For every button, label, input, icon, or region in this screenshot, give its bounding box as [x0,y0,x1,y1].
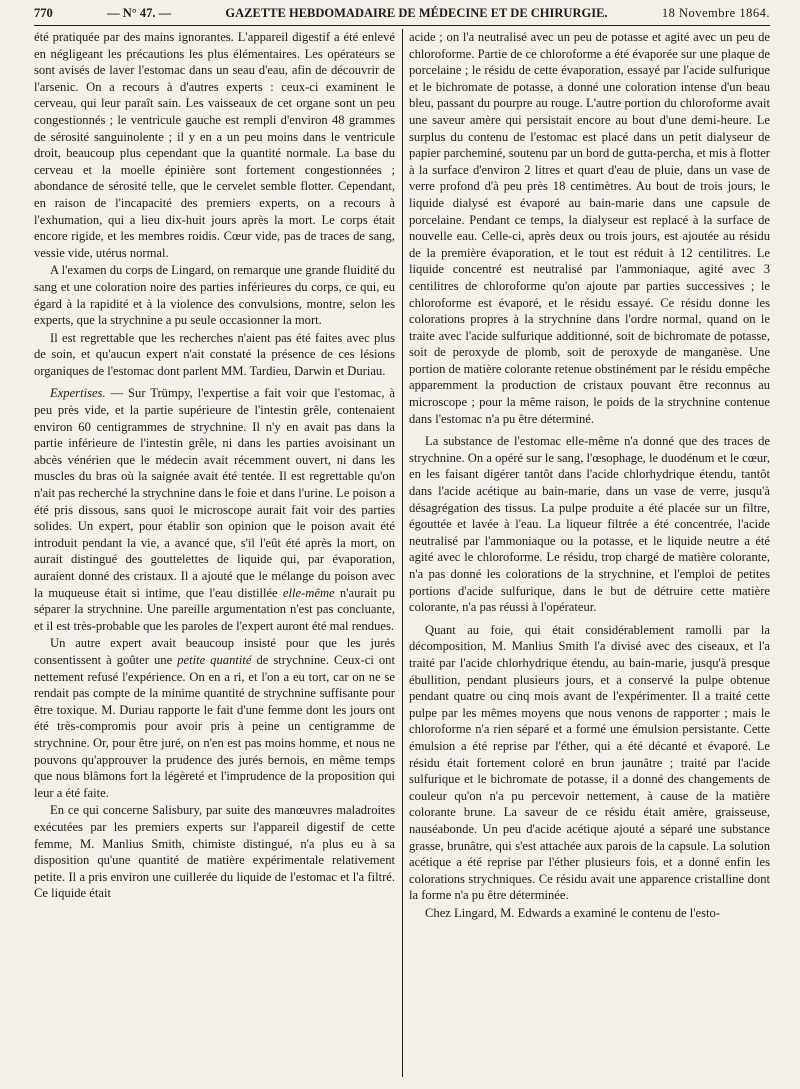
section-lead: Expertises. [50,386,106,401]
paragraph: Chez Lingard, M. Edwards a examiné le contenu de l'esto- [425,905,720,920]
text-columns [34,29,770,1089]
right-column [409,29,770,1089]
paragraph: Il est regrettable que les recherches n'aient pas été faites avec plus de soin, et qu'aucun expert n'ait constaté la présence de ces lésions organiques de l'estomac dont parlent MM. Tardieu, Darwin et Duriau. [34,330,395,378]
paragraph-text: — Sur Trümpy, l'expertise a fait voir que l'estomac, à peu près vide, et la partie supérieure de l'intestin grêle, contenaient environ 60 centigrammes de strychnine. Il n'y en avait pas dans la partie inférieure de l'intestin grêle, ni dans les parties avoisinant un abcès vénérien que le médecin avait récemment ouvert, ni dans les muscles du bras où la saignée avait été tentée. Il est regrettable qu'on n'ait pas recherché la strychnine dans le foie et dans l'urine. Le poison a été pris dissous, sans quoi le microscope aurait fait voir des parties solides. Un expert, pour établir son opinion que le poison avait été introduit pendant la vie, a avancé que, s'il l'eût été après la mort, on aurait distingué des gouttelettes de liquide qui, par évaporation, auraient donné des cristaux. Il a ajouté que le mélange du poison avec la muqueuse était si intime, que l'eau distillée [34,386,395,600]
paragraph: acide ; on l'a neutralisé avec un peu de potasse et agité avec un peu de chloroforme. Partie de ce chloroforme a été évaporée sur une plaque de porcelaine ; le résidu de cette évaporation, essayé par l'acide sulfurique et le bichromate de potasse, a donné une coloration intense d'un beau bleu, passant du pourpre au rouge. L'autre portion du chloroforme avait une saveur amère qui persistait encore au bout d'une demi-heure. Le surplus du contenu de l'estomac est placé dans un petit dialyseur de papier parcheminé, soutenu par un bord de gutta-percha, et mis à flotter à la surface d'environ 2 litres et quart d'eau de pluie, dans un vase de verre profond d'à peu près 18 centimètres. Au bout de trois jours, le liquide dialysé est évaporé au bain-marie dans une capsule de porcelaine. Pendant ce temps, la dialyseur est replacé à la surface de nouvelle eau. Celle-ci, après deux ou trois jours, est ajoutée au résidu de la première évaporation, et le tout est réduit à 12 centilitres. Le liquide concentré est neutralisé par l'ammoniaque, agité avec 3 centilitres de chloroforme qu'on ajoute par parties successives ; le chloroforme est évaporé, et le résidu essayé. Ce résidu donne les colorations propres à la strychnine dans l'ordre normal, quand on le traite avec l'acide sulfurique additionné, soit de bichromate de potasse, soit de peroxyde de plomb, soit de peroxyde de manganèse. Une portion de matière colorante retenue obstinément par le résidu empêche apparemment la production de cristaux pouvant être reconnus au microscope ; pour la même raison, le poids de la strychnine contenue dans l'estomac n'a pu être déterminé. [409,30,770,426]
paragraph: A l'examen du corps de Lingard, on remarque une grande fluidité du sang et une coloration noire des parties inférieures du corps, ce qui, eu égard à la rapidité et à la violence des convulsions, montre, selon les experts, que la strychnine a pu seule occasionner la mort. [34,263,395,328]
paragraph: Quant au foie, qui était considérablement ramolli par la décomposition, M. Manlius Smith l'a divisé avec des ciseaux, et l'a traité par l'acide chlorhydrique étendu, au bain-marie, jusqu'à presque ébullition, pendant plusieurs jours, et a conservé la pulpe obtenue pendant quatre ou cinq mois avant de l'expérimenter. Il a traité cette pulpe par les mêmes moyens que nous venons de rapporter ; mais le chloroforme n'a rien séparé et a formé une émulsion persistante. Cette émulsion a été reprise par l'éther, qui a été décanté et évaporé. Le résidu était fortement coloré en brun jaunâtre ; traité par l'acide sulfurique et le bichromate de potasse, il a donné des changements de couleur qu'on n'a pu percevoir nettement, à cause de la matière colorante brune. La saveur de ce résidu était amère, graisseuse, nauséabonde. Un peu d'acide acétique ajouté a séparé une substance grasse, brunâtre, qui s'est attachée aux parois de la capsule. La solution acétique a été reprise par l'éther plusieurs fois, et a donné enfin les colorations strychniques. Ce résidu avait une apparence cristalline dont la forme n'a pu être déterminée. [409,622,770,903]
paragraph-text: n'aurait pu séparer la strychnine. Une pareille argumentation n'est pas concluante, et il est très-probable que les paroles de l'expert auront été mal rendues. [34,585,395,633]
journal-title: GAZETTE HEBDOMADAIRE DE MÉDECINE ET DE CHIRURGIE. [225,6,608,20]
paragraph: été pratiquée par des mains ignorantes. L'appareil digestif a été enlevé en négligeant les précautions les plus élémentaires. Les opérateurs se sont avisés de laver l'estomac dans un seau d'eau, afin de découvrir de l'arsenic. On a recours à d'autres experts : ceux-ci examinent le cerveau, qui leur paraît sain. Les vaisseaux de cet organe sont un peu congestionnés ; le ventricule gauche est rempli d'environ 48 grammes de sérosité sanguinolente ; il y en a un peu moins dans le ventricule droit, beaucoup plus cependant que la quantité normale. La base du cerveau et la moelle épinière sont fortement congestionnées ; abondance de sérosité telle, que le cervelet semble flotter. Cependant, en raison de l'incapacité des premiers experts, on a recours à l'exhumation, qui a lieu dix-huit jours après la mort. Le corps était encore rigide, et les membres roidis. Cœur vide, pas de traces de sang, vessie vide, utérus normal. [34,30,395,260]
left-column [34,29,395,1089]
paragraph: En ce qui concerne Salisbury, par suite des manœuvres maladroites exécutées par les premiers experts sur l'appareil digestif de cette femme, M. Manlius Smith, chimiste distingué, n'a plus eu à sa disposition qu'une quantité de matière expérimentale relativement petite. Il a pris environ une cuillerée du liquide de l'estomac et l'a filtré. Ce liquide était [34,803,395,901]
paragraph [34,635,395,801]
paragraph-text: Un autre expert avait beaucoup insisté pour que les jurés consentissent à goûter une [34,636,395,667]
issue-number: — N° 47. — [107,6,172,20]
paragraph-expertises [34,385,395,634]
column-divider [402,29,403,1077]
paragraph-text: de strychnine. Ceux-ci ont nettement refusé l'expérience. On en a ri, et l'on a eu tort, car on ne se rendait pas compte de la minime quantité de strychnine suffisante pour être toxique. M. Duriau rapporte le fait d'une femme dont les jours ont été très-compromis pour avoir pris à peine un centigramme de strychnine. Or, pour être juré, on n'en est pas moins homme, et nous ne pouvons qu'approuver la prudence des jurés bernois, en même temps que nous blâmons fort la légèreté et l'imprudence de la proposition qui leur a été faite. [34,652,395,800]
issue-date: 18 Novembre 1864. [661,6,770,20]
page-number: 770 [34,6,53,20]
page-header [34,6,770,26]
emphasis: petite quantité [177,652,252,667]
paragraph: La substance de l'estomac elle-même n'a donné que des traces de strychnine. On a opéré sur le sang, l'œsophage, le duodénum et le cœur, en les faisant digérer tantôt dans l'acide chlorhydrique étendu, tantôt dans l'acide acétique au bain-marie, dans un vase de verre, jusqu'à désagrégation des tissus. La pulpe produite a été placée sur un filtre, égouttée et lavée à l'eau. La liqueur filtrée a été concentrée, l'acide neutralisé par l'ammoniaque ou la potasse, et le liquide neutre a été agité avec le chloroforme. Le résidu, trop chargé de matière colorante, n'a pas donné les colorations de la strychnine, et l'emploi de petites portions d'acide sulfurique, dans le but de détruire cette matière colorante, n'a pas réussi à l'opérateur. [409,434,770,615]
emphasis: elle-même [282,585,335,600]
